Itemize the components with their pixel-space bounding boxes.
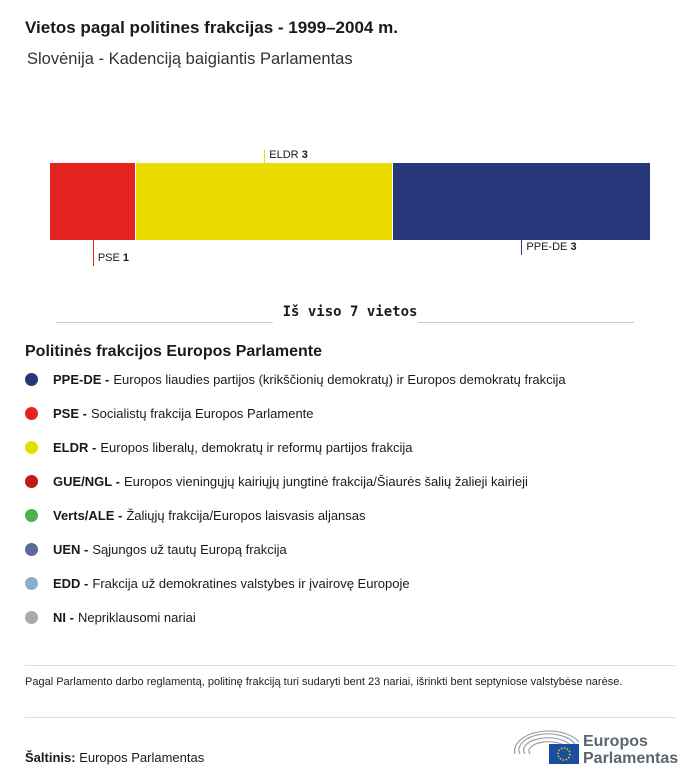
- segment-label-name: PSE: [97, 252, 120, 264]
- legend-swatch: [25, 407, 38, 420]
- legend-desc: Europos liaudies partijos (krikščionių demokratų) ir Europos demokratų frakcija: [113, 372, 566, 387]
- legend-abbr: GUE/NGL -: [53, 474, 120, 489]
- total-divider-right: [418, 322, 634, 323]
- legend-swatch: [25, 373, 38, 386]
- legend-item: [25, 372, 566, 387]
- legend-swatch: [25, 509, 38, 522]
- bar-segment-eldr: [136, 163, 392, 240]
- legend-item: [25, 406, 314, 421]
- legend-desc: Socialistų frakcija Europos Parlamente: [90, 406, 314, 421]
- logo-line1: Europos: [583, 733, 648, 750]
- segment-label: [98, 252, 129, 264]
- label-leader: [521, 240, 522, 255]
- legend-desc: Frakcija už demokratines valstybes ir įvairovę Europoje: [92, 576, 410, 591]
- label-leader: [264, 150, 265, 163]
- total-divider-left: [56, 322, 273, 323]
- divider: [25, 717, 675, 718]
- legend-item: [25, 440, 412, 455]
- legend-abbr: PPE-DE -: [53, 372, 110, 387]
- legend-abbr: Verts/ALE -: [53, 508, 123, 523]
- legend-desc: Europos vieningųjų kairiųjų jungtinė frakcija/Šiaurės šalių žalieji kairieji: [123, 474, 528, 489]
- legend-abbr: NI -: [53, 610, 74, 625]
- chart-subtitle: Slovėnija - Kadenciją baigiantis Parlamentas: [27, 50, 353, 68]
- total-seats-label: Iš viso 7 vietos: [282, 304, 418, 320]
- legend-abbr: UEN -: [53, 542, 89, 557]
- legend-swatch: [25, 611, 38, 624]
- legend-desc: Sąjungos už tautų Europą frakcija: [92, 542, 287, 557]
- bar-segment-ppe-de: [393, 163, 650, 240]
- label-leader: [93, 240, 94, 266]
- segment-label-name: ELDR: [269, 149, 299, 161]
- segment-label-value: 3: [301, 149, 308, 161]
- bar-segment-pse: [50, 163, 135, 240]
- legend-desc: Europos liberalų, demokratų ir reformų partijos frakcija: [100, 440, 413, 455]
- legend-swatch: [25, 577, 38, 590]
- source-label: Šaltinis:: [25, 750, 76, 765]
- legend-swatch: [25, 475, 38, 488]
- legend-desc: Nepriklausomi nariai: [77, 610, 196, 625]
- legend-title: Politinės frakcijos Europos Parlamente: [25, 343, 322, 360]
- segment-label-value: 3: [570, 241, 577, 253]
- segment-label: [269, 149, 308, 161]
- legend-abbr: PSE -: [53, 406, 87, 421]
- legend-item: [25, 474, 528, 489]
- legend-swatch: [25, 543, 38, 556]
- legend-item: [25, 508, 366, 523]
- legend-item: [25, 542, 287, 557]
- legend-abbr: ELDR -: [53, 440, 97, 455]
- legend-desc: Žaliųjų frakcija/Europos laisvasis aljansas: [126, 508, 366, 523]
- segment-label: [526, 241, 576, 253]
- segment-label-value: 1: [122, 252, 130, 264]
- divider: [25, 665, 675, 666]
- legend-swatch: [25, 441, 38, 454]
- footnote: Pagal Parlamento darbo reglamentą, politinę frakciją turi sudaryti bent 23 nariai, išrinkti bent septyniose valstybėse narėse.: [25, 676, 623, 688]
- legend-item: [25, 610, 196, 625]
- segment-label-name: PPE-DE: [526, 241, 568, 253]
- source-value: Europos Parlamentas: [79, 750, 205, 765]
- logo-line2: Parlamentas: [583, 750, 679, 767]
- stacked-bar: [50, 149, 650, 264]
- legend-abbr: EDD -: [53, 576, 89, 591]
- legend-item: [25, 576, 410, 591]
- source: [25, 750, 204, 765]
- logo-text: [583, 733, 678, 767]
- chart-title: Vietos pagal politines frakcijas - 1999–2004 m.: [25, 18, 398, 37]
